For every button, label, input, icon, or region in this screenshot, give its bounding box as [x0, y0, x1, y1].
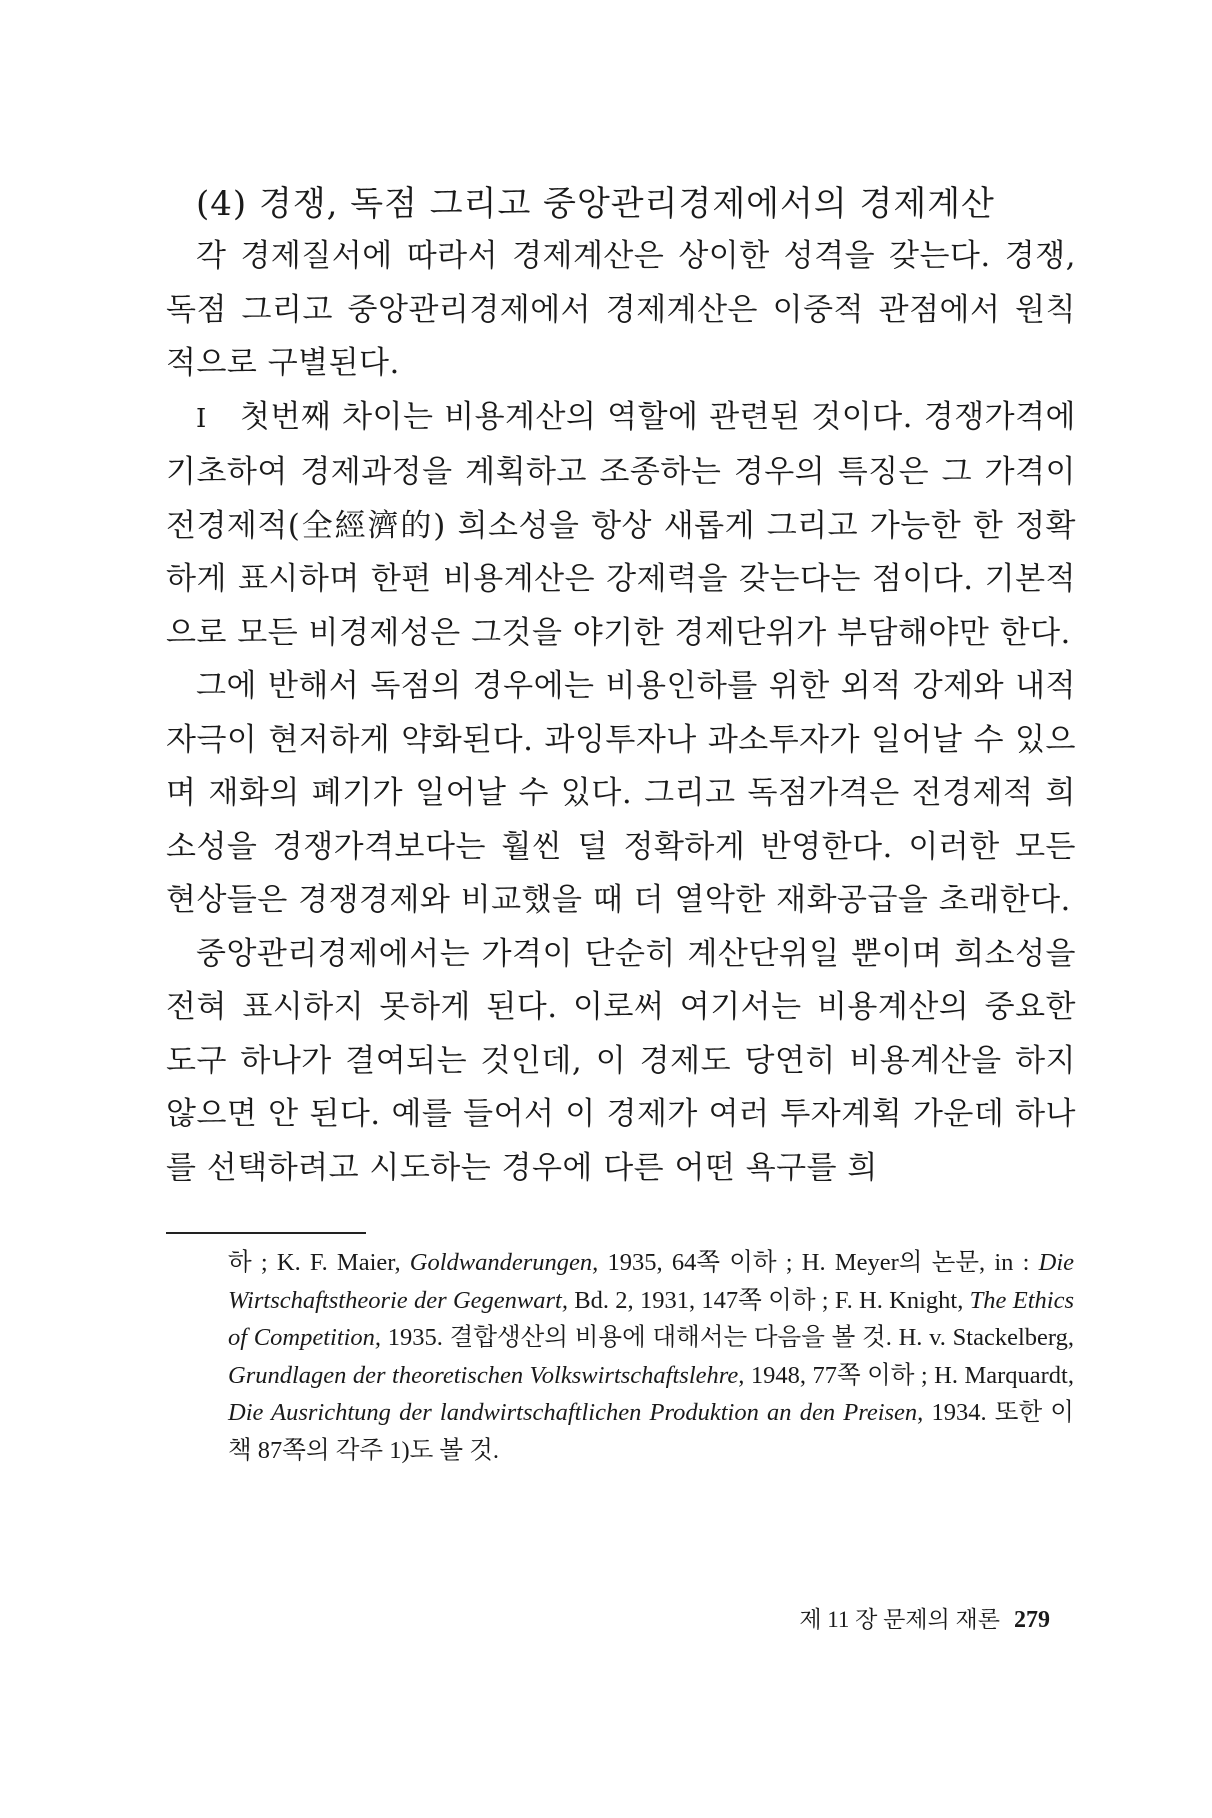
paragraph-text: 첫번째 차이는 비용계산의 역할에 관련된 것이다. 경쟁가격에 기초하여 경제과정을 계획하고 조종하는 경우의 특징은 그 가격이 전경제적(全經濟的) 희소성을 항상 새롭게 그리고 가능한 한 정확하게 표시하며 한편 비용계산은 강제력을 갖는다는 점이다. 기본적으로 모든 비경제성은 그것을 야기한 경제단위가 부담해야만 한다.	[166, 398, 1076, 651]
footnote-title: Goldwanderungen,	[409, 1249, 599, 1276]
main-text	[166, 178, 1076, 1195]
footnote-text: 1948, 77쪽 이하 ; H. Marquardt,	[744, 1361, 1074, 1389]
running-chapter-title: 제 11 장 문제의 재론	[799, 1607, 1000, 1632]
footnote-text: 하 ; K. F. Maier,	[228, 1249, 410, 1276]
point-numeral: I	[196, 403, 207, 434]
footnote	[228, 1244, 1074, 1469]
footnote-text: Bd. 2, 1931, 147쪽 이하 ; F. H. Knight,	[567, 1286, 970, 1314]
paragraph	[166, 391, 1076, 661]
footnote-title: Die Wirtschaftstheorie der Gegenwart,	[228, 1249, 1074, 1314]
paragraph: 그에 반해서 독점의 경우에는 비용인하를 위한 외적 강제와 내적 자극이 현저하게 약화된다. 과잉투자나 과소투자가 일어날 수 있으며 재화의 폐기가 일어날 수 있다. 그리고 독점가격은 전경제적 희소성을 경쟁가격보다는 훨씬 덜 정확하게 반영한다. 이러한 모든 현상들은 경쟁경제와 비교했을 때 더 열악한 재화공급을 초래한다.	[166, 668, 1076, 918]
paragraph: 중앙관리경제에서는 가격이 단순히 계산단위일 뿐이며 희소성을 전혀 표시하지 못하게 된다. 이로써 여기서는 비용계산의 중요한 도구 하나가 결여되는 것인데, 이 경제도 당연히 비용계산을 하지 않으면 안 된다. 예를 들어서 이 경제가 여러 투자계획 가운데 하나를 선택하려고 시도하는 경우에 다른 어떤 욕구를 희	[166, 935, 1076, 1186]
footnote-text: 1934. 또한 이 책 87쪽의 각주 1)도 볼 것.	[228, 1399, 1074, 1464]
footnote-title: Grundlagen der theoretischen Volkswirtschaftslehre,	[228, 1361, 745, 1389]
footnote-text: 1935, 64쪽 이하 ; H. Meyer의 논문, in :	[598, 1249, 1039, 1276]
page-footer	[738, 1601, 1050, 1634]
footnote-title: Die Ausrichtung der landwirtschaftlichen Produktion an den Preisen,	[228, 1399, 924, 1426]
section-heading: (4) 경쟁, 독점 그리고 중앙관리경제에서의 경제계산	[196, 184, 995, 224]
footnote-title: The Ethics of Competition,	[228, 1286, 1074, 1351]
footnote-text: 1935. 결합생산의 비용에 대해서는 다음을 볼 것. H. v. Stackelberg,	[381, 1324, 1074, 1351]
footnote-rule	[166, 1232, 366, 1234]
page-number: 279	[1014, 1607, 1050, 1633]
paragraph: 각 경제질서에 따라서 경제계산은 상이한 성격을 갖는다. 경쟁, 독점 그리고 중앙관리경제에서 경제계산은 이중적 관점에서 원칙적으로 구별된다.	[166, 238, 1076, 381]
